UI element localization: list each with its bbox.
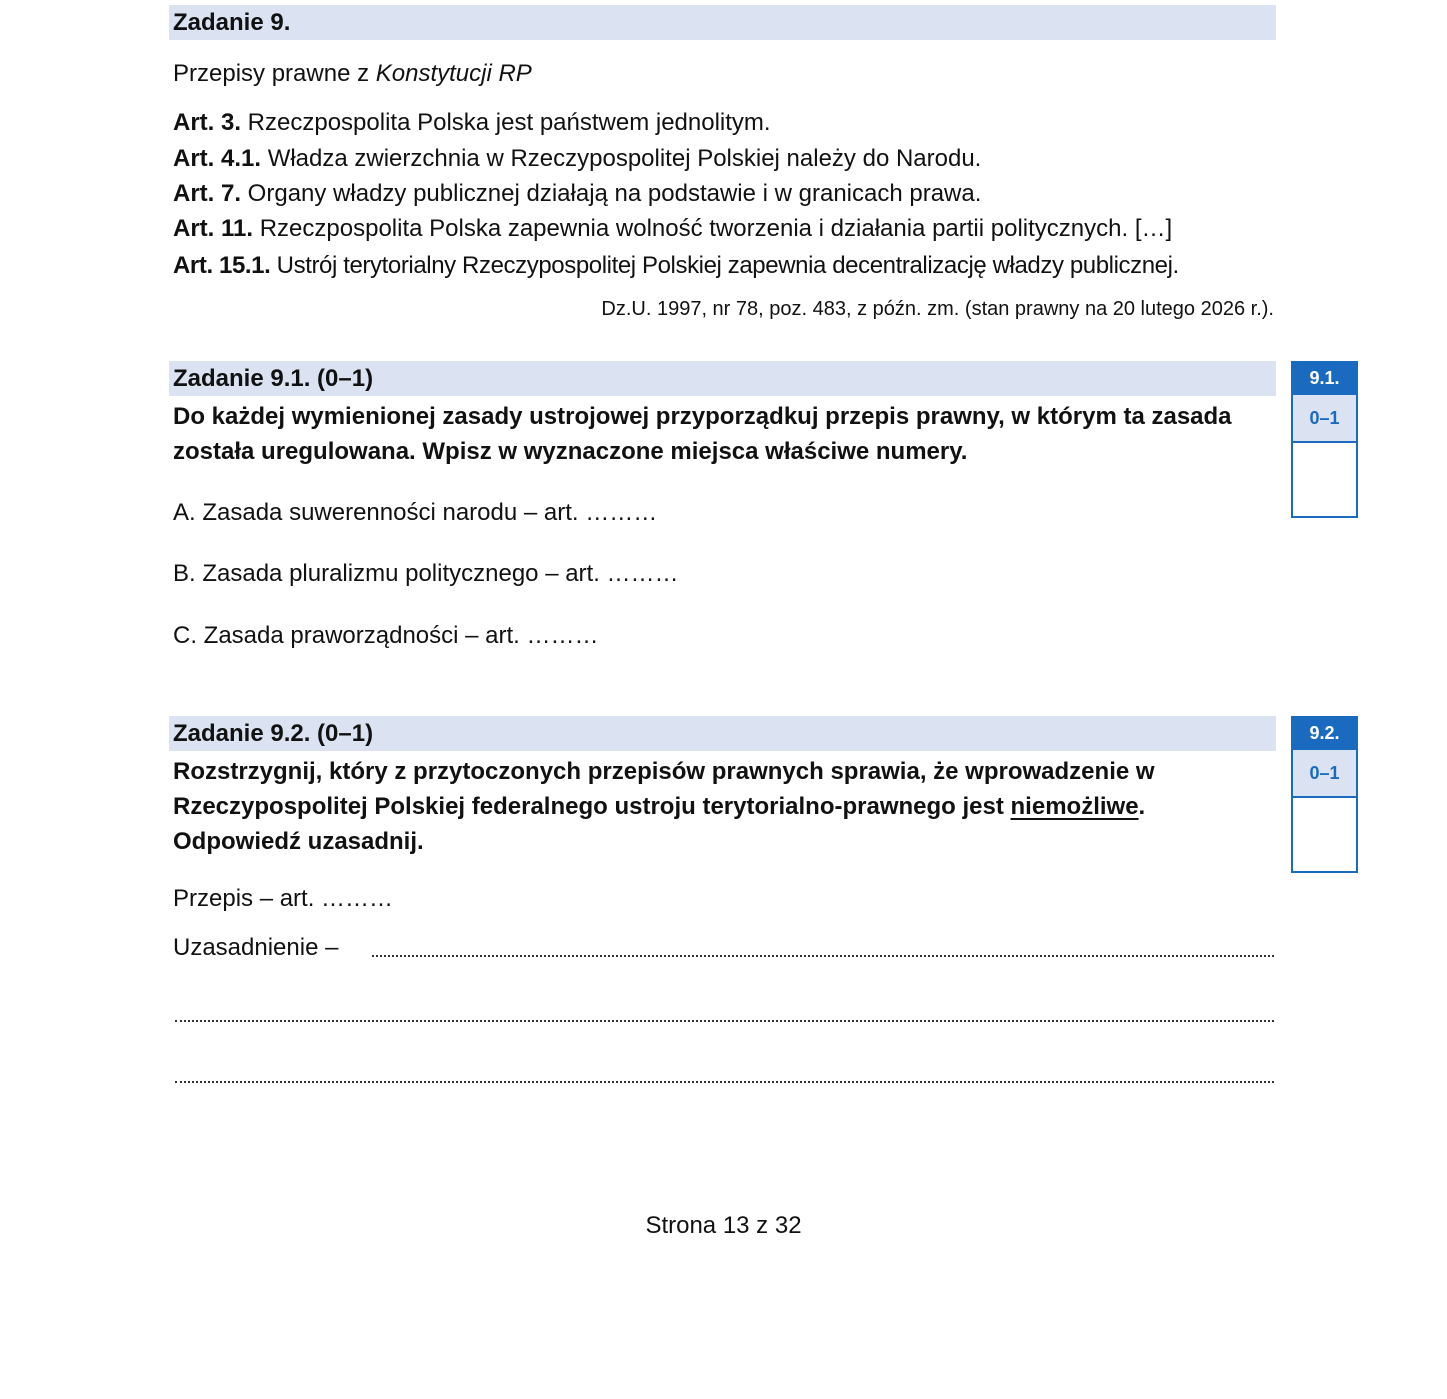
score-range: 0–1 [1291,395,1358,441]
uzasadnienie-label: Uzasadnienie – [173,934,339,961]
task-9-1-instruction: Do każdej wymienionej zasady ustrojowej przyporządkuj przepis prawny, w którym ta zasada została uregulowana. Wpisz w wyznaczone miejsca właściwe numery. [173,403,1232,465]
article-text: Ustrój terytorialny Rzeczypospolitej Polskiej zapewnia decentralizację władzy publicznej. [270,252,1179,279]
answer-b[interactable]: B. Zasada pluralizmu politycznego – art. ……… [173,560,679,587]
score-field[interactable] [1291,441,1358,518]
article-text: Władza zwierzchnia w Rzeczypospolitej Polskiej należy do Narodu. [261,145,982,172]
answer-a[interactable]: A. Zasada suwerenności narodu – art. ……… [173,499,658,526]
score-box-9-2 [1291,716,1358,873]
intro-prefix: Przepisy prawne z [173,60,376,87]
article-11 [173,215,1172,243]
answer-c[interactable]: C. Zasada praworządności – art. ……… [173,622,599,649]
article-number: Art. 15.1. [173,252,271,279]
source-citation: Dz.U. 1997, nr 78, poz. 483, z późn. zm. (stan prawny na 20 lutego 2026 r.). [601,298,1274,320]
score-number: 9.1. [1291,361,1358,395]
task-9-2-instruction [173,754,1273,859]
instruction-underlined: niemożliwe [1010,793,1139,820]
article-number: Art. 3. [173,109,242,136]
instruction-text: Rozstrzygnij, który z przytoczonych przepisów prawnych sprawia, że wprowadzenie w Rzeczypospolitej Polskiej federalnego ustroju terytorialno-prawnego jest [173,758,1155,820]
article-7 [173,180,981,208]
answer-line-3[interactable] [175,1081,1274,1083]
article-text: Organy władzy publicznej działają na podstawie i w granicach prawa. [241,180,982,207]
answer-line-2[interactable] [175,1020,1274,1022]
page-footer: Strona 13 z 32 [645,1212,802,1233]
intro-line [173,60,532,88]
score-field[interactable] [1291,796,1358,873]
article-number: Art. 4.1. [173,145,262,172]
score-number: 9.2. [1291,716,1358,750]
score-range: 0–1 [1291,750,1358,796]
article-15-1 [173,252,1179,280]
article-number: Art. 11. [173,215,254,242]
task-9-2-header: Zadanie 9.2. (0–1) [169,716,1276,751]
instruction-text-end: . Odpowiedź uzasadnij. [173,793,1146,855]
article-number: Art. 7. [173,180,242,207]
task-9-1-header: Zadanie 9.1. (0–1) [169,361,1276,396]
article-4-1 [173,145,981,173]
intro-italic: Konstytucji RP [375,60,532,87]
article-text: Rzeczpospolita Polska jest państwem jednolitym. [241,109,771,136]
article-3 [173,109,771,137]
przepis-answer[interactable]: Przepis – art. ……… [173,885,394,912]
task-9-header: Zadanie 9. [169,5,1276,40]
score-box-9-1 [1291,361,1358,518]
answer-line-1[interactable] [372,955,1274,957]
article-text: Rzeczpospolita Polska zapewnia wolność tworzenia i działania partii politycznych. […] [253,215,1173,242]
